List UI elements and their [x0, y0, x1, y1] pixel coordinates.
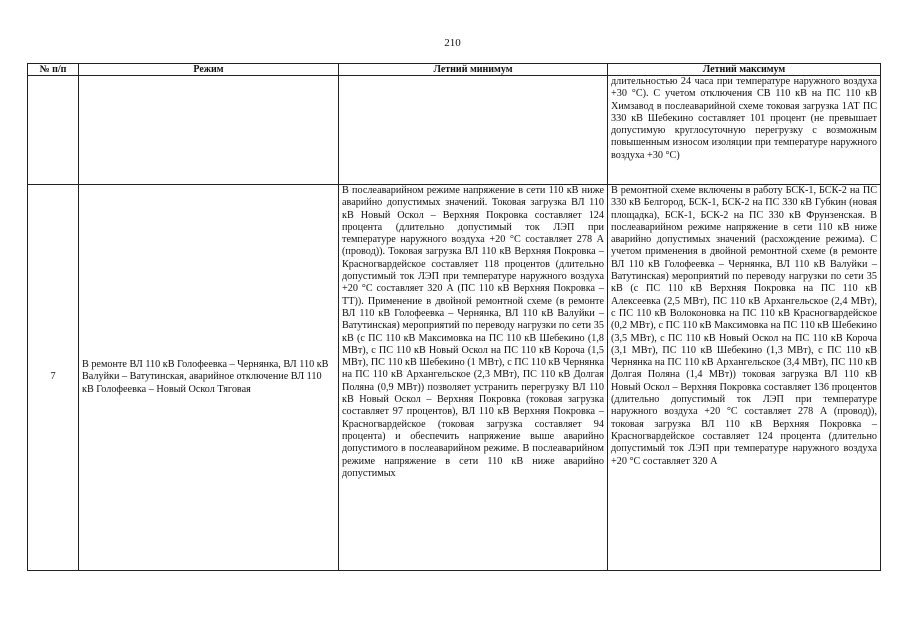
document-table	[27, 63, 881, 571]
cell-summer-min	[339, 76, 608, 185]
table-row	[28, 185, 881, 571]
page-number: 210	[444, 37, 461, 49]
header-mode: Режим	[79, 64, 339, 76]
cell-summer-min: В послеаварийном режиме напряжение в сети 110 кВ ниже аварийно допустимых значений. Токовая загрузка ВЛ 110 кВ Новый Оскол – Верхняя Покровка составляет 124 процента (длительно допустимый ток ЛЭП при температуре наружного воздуха +20 °С составляет 278 А (провод)). Токовая загрузка ВЛ 110 кВ Верхняя Покровка – Красногвардейское составляет 118 процентов (длительно допустимый ток ЛЭП при температуре наружного воздуха +20 °С составляет 320 А (ПС 110 кВ Верхняя Покровка – ТТ)). Применение в двойной ремонтной схеме (в ремонте ВЛ 110 кВ Голофеевка – Чернянка, ВЛ 110 кВ Валуйки – Ватутинская) мероприятий по переводу нагрузки по сети 35 кВ (с ПС 110 кВ Максимовка на ПС 110 кВ Шебекино (1,8 МВт), с ПС 110 кВ Новый Оскол на ПС 110 кВ Короча (1,5 МВт), ПС 110 кВ Шебекино (1 МВт), с ПС 110 кВ Чернянка на ПС 110 кВ Архангельское (2,3 МВт), ПС 110 кВ Долгая Поляна (0,9 МВт)) позволяет устранить перегрузку ВЛ 110 кВ Новый Оскол – Верхняя Покровка (токовая загрузка составляет 97 процентов), ВЛ 110 кВ Верхняя Покровка – Красногвардейское (токовая загрузка составляет 94 процента) и обеспечить напряжение выше аварийно допустимого в послеаварийном режиме. В послеаварийном режиме напряжение в сети 110 кВ ниже аварийно допустимых	[339, 185, 608, 571]
cell-num	[28, 76, 79, 185]
cell-mode	[79, 76, 339, 185]
header-summer-min: Летний минимум	[339, 64, 608, 76]
table-header-row	[28, 64, 881, 76]
table-row	[28, 76, 881, 185]
cell-mode: В ремонте ВЛ 110 кВ Голофеевка – Чернянка, ВЛ 110 кВ Валуйки – Ватутинская, аварийное отключение ВЛ 110 кВ Голофеевка – Новый Оскол Тяговая	[79, 185, 339, 571]
header-summer-max: Летний максимум	[608, 64, 881, 76]
header-num: № п/п	[28, 64, 79, 76]
cell-summer-max: В ремонтной схеме включены в работу БСК-1, БСК-2 на ПС 330 кВ Белгород, БСК-1, БСК-2 на ПС 330 кВ Губкин (новая площадка), БСК-1, БСК-2 на ПС 330 кВ Фрунзенская. В послеаварийном режиме напряжение в сети 110 кВ ниже аварийно допустимых значений (расхождение режима). С учетом применения в двойной ремонтной схеме (в ремонте ВЛ 110 кВ Голофеевка – Чернянка, ВЛ 110 кВ Валуйки – Ватутинская) мероприятий по переводу нагрузки по сети 35 кВ (с ПС 110 кВ Верхняя Покровка на ПС 110 кВ Алексеевка (2,5 МВт), ПС 110 кВ Архангельское (2,4 МВт), с ПС 110 кВ Волоконовка на ПС 110 кВ Красногвардейское (0,2 МВт), с ПС 110 кВ Максимовка на ПС 110 кВ Шебекино (3,5 МВт), с ПС 110 кВ Новый Оскол на ПС 110 кВ Короча (3,1 МВт), ПС 110 кВ Шебекино (1,3 МВт), с ПС 110 кВ Чернянка на ПС 110 кВ Архангельское (3,4 МВт), ПС 110 кВ Долгая Поляна (1,4 МВт)) токовая загрузка ВЛ 110 кВ Новый Оскол – Верхняя Покровка составляет 136 процентов (длительно допустимый ток ЛЭП при температуре наружного воздуха +20 °С составляет 278 А (провод)), токовая загрузка ВЛ 110 кВ Верхняя Покровка – Красногвардейское составляет 124 процента (длительно допустимый ток ЛЭП при температуре наружного воздуха +20 °С составляет 320 А	[608, 185, 881, 571]
cell-num: 7	[28, 185, 79, 571]
cell-summer-max: длительностью 24 часа при температуре наружного воздуха +30 °С). С учетом отключения СВ 110 кВ на ПС 110 кВ Химзавод в послеаварийной схеме токовая загрузка 1АТ ПС 330 кВ Шебекино составляет 101 процент (не превышает допустимую круглосуточную перегрузку с возможным повышенным износом изоляции при температуре наружного воздуха +30 °С)	[608, 76, 881, 185]
